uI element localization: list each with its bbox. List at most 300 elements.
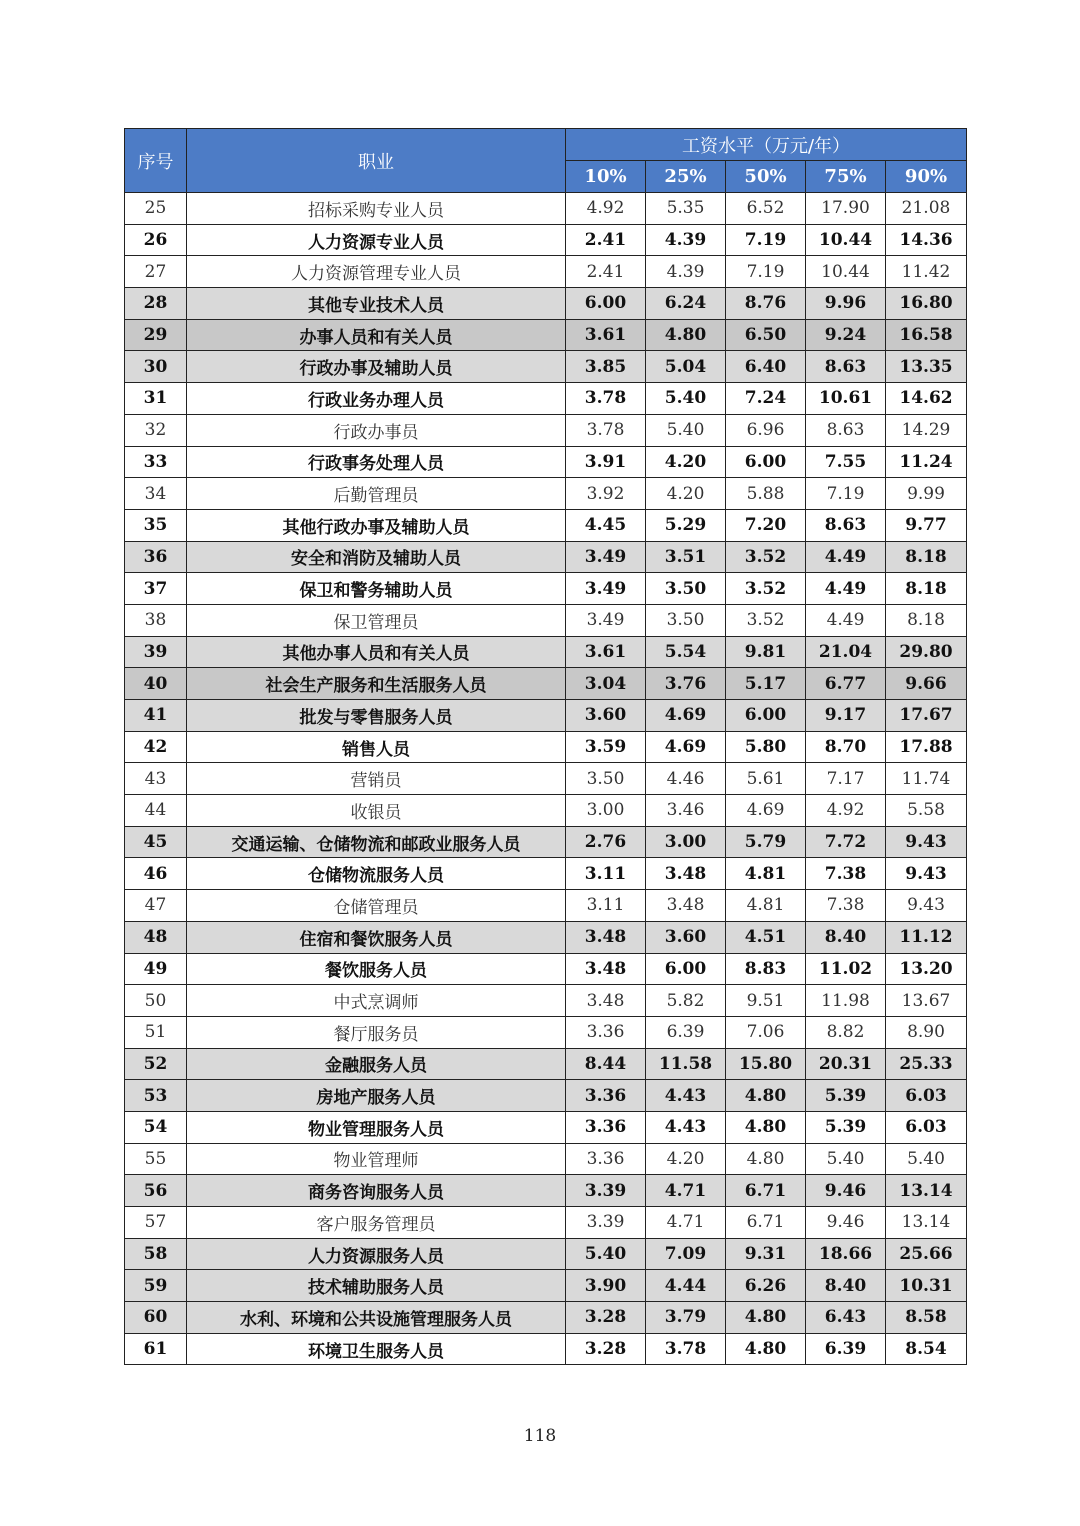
row-salary-p25: 5.40: [646, 414, 726, 446]
row-occupation: 仓储物流服务人员: [187, 858, 566, 890]
row-salary-p50: 7.24: [726, 383, 806, 415]
row-salary-p75: 11.98: [806, 985, 886, 1017]
row-seq: 27: [125, 256, 187, 288]
row-salary-p90: 13.14: [886, 1207, 967, 1239]
row-salary-p50: 6.71: [726, 1175, 806, 1207]
row-salary-p10: 3.04: [566, 668, 646, 700]
row-salary-p90: 16.80: [886, 288, 967, 320]
row-salary-p10: 3.11: [566, 858, 646, 890]
row-salary-p90: 6.03: [886, 1080, 967, 1112]
row-salary-p90: 9.43: [886, 890, 967, 922]
row-occupation: 其他行政办事及辅助人员: [187, 509, 566, 541]
row-occupation: 人力资源专业人员: [187, 224, 566, 256]
row-seq: 57: [125, 1207, 187, 1239]
row-occupation: 中式烹调师: [187, 985, 566, 1017]
row-seq: 56: [125, 1175, 187, 1207]
row-salary-p90: 11.12: [886, 921, 967, 953]
row-salary-p25: 5.35: [646, 193, 726, 225]
page-number: 118: [523, 1426, 557, 1446]
row-salary-p50: 8.83: [726, 953, 806, 985]
row-salary-p90: 11.24: [886, 446, 967, 478]
table-row: [125, 1333, 967, 1365]
row-seq: 28: [125, 288, 187, 320]
row-salary-p90: 16.58: [886, 319, 967, 351]
row-salary-p10: 3.36: [566, 1016, 646, 1048]
row-occupation: 招标采购专业人员: [187, 193, 566, 225]
row-salary-p50: 5.80: [726, 731, 806, 763]
row-seq: 34: [125, 478, 187, 510]
table-row: [125, 224, 967, 256]
row-salary-p75: 9.96: [806, 288, 886, 320]
row-salary-p90: 13.14: [886, 1175, 967, 1207]
table-row: [125, 1143, 967, 1175]
row-seq: 42: [125, 731, 187, 763]
row-salary-p10: 3.92: [566, 478, 646, 510]
header-salary-level: 工资水平（万元/年）: [566, 129, 967, 161]
header-p90: 90%: [886, 161, 967, 193]
row-occupation: 水利、环境和公共设施管理服务人员: [187, 1302, 566, 1334]
table-row: [125, 890, 967, 922]
row-salary-p25: 4.46: [646, 763, 726, 795]
table-row: [125, 1238, 967, 1270]
row-seq: 32: [125, 414, 187, 446]
row-salary-p75: 9.17: [806, 700, 886, 732]
row-salary-p25: 5.82: [646, 985, 726, 1017]
row-salary-p90: 13.20: [886, 953, 967, 985]
row-salary-p25: 3.50: [646, 573, 726, 605]
row-salary-p90: 9.66: [886, 668, 967, 700]
row-salary-p25: 5.54: [646, 636, 726, 668]
row-salary-p75: 6.39: [806, 1333, 886, 1365]
row-salary-p75: 7.38: [806, 890, 886, 922]
table-row: [125, 193, 967, 225]
table-row: [125, 795, 967, 827]
row-salary-p50: 4.81: [726, 890, 806, 922]
row-salary-p10: 3.48: [566, 921, 646, 953]
row-salary-p75: 6.43: [806, 1302, 886, 1334]
table-row: [125, 1302, 967, 1334]
row-salary-p75: 4.92: [806, 795, 886, 827]
row-salary-p75: 9.24: [806, 319, 886, 351]
row-salary-p90: 13.67: [886, 985, 967, 1017]
row-seq: 26: [125, 224, 187, 256]
row-salary-p25: 11.58: [646, 1048, 726, 1080]
row-seq: 51: [125, 1016, 187, 1048]
row-salary-p75: 7.72: [806, 826, 886, 858]
row-salary-p50: 6.52: [726, 193, 806, 225]
row-salary-p90: 6.03: [886, 1111, 967, 1143]
row-salary-p50: 4.80: [726, 1080, 806, 1112]
table-row: [125, 319, 967, 351]
row-occupation: 办事人员和有关人员: [187, 319, 566, 351]
row-salary-p75: 8.40: [806, 1270, 886, 1302]
row-seq: 48: [125, 921, 187, 953]
row-salary-p10: 3.61: [566, 319, 646, 351]
row-salary-p25: 6.39: [646, 1016, 726, 1048]
row-salary-p50: 5.61: [726, 763, 806, 795]
row-salary-p50: 6.26: [726, 1270, 806, 1302]
row-occupation: 社会生产服务和生活服务人员: [187, 668, 566, 700]
row-salary-p25: 3.78: [646, 1333, 726, 1365]
row-salary-p25: 3.60: [646, 921, 726, 953]
row-seq: 37: [125, 573, 187, 605]
row-seq: 35: [125, 509, 187, 541]
row-salary-p90: 21.08: [886, 193, 967, 225]
row-salary-p90: 9.99: [886, 478, 967, 510]
row-occupation: 客户服务管理员: [187, 1207, 566, 1239]
row-salary-p25: 4.69: [646, 731, 726, 763]
row-salary-p90: 17.67: [886, 700, 967, 732]
row-salary-p50: 4.81: [726, 858, 806, 890]
row-salary-p75: 9.46: [806, 1175, 886, 1207]
row-salary-p10: 3.78: [566, 414, 646, 446]
row-salary-p50: 6.96: [726, 414, 806, 446]
row-occupation: 交通运输、仓储物流和邮政业服务人员: [187, 826, 566, 858]
row-salary-p25: 3.79: [646, 1302, 726, 1334]
row-salary-p10: 2.41: [566, 256, 646, 288]
row-seq: 47: [125, 890, 187, 922]
row-salary-p75: 8.63: [806, 414, 886, 446]
table-row: [125, 858, 967, 890]
row-salary-p75: 5.39: [806, 1080, 886, 1112]
row-occupation: 保卫管理员: [187, 604, 566, 636]
row-occupation: 金融服务人员: [187, 1048, 566, 1080]
table-row: [125, 351, 967, 383]
row-salary-p10: 2.41: [566, 224, 646, 256]
row-salary-p50: 7.20: [726, 509, 806, 541]
row-occupation: 后勤管理员: [187, 478, 566, 510]
row-salary-p10: 3.28: [566, 1333, 646, 1365]
row-salary-p10: 3.49: [566, 541, 646, 573]
row-salary-p50: 3.52: [726, 573, 806, 605]
header-p25: 25%: [646, 161, 726, 193]
row-salary-p75: 7.38: [806, 858, 886, 890]
row-salary-p75: 6.77: [806, 668, 886, 700]
row-salary-p75: 5.39: [806, 1111, 886, 1143]
row-seq: 25: [125, 193, 187, 225]
row-salary-p90: 14.29: [886, 414, 967, 446]
row-salary-p10: 5.40: [566, 1238, 646, 1270]
row-salary-p50: 4.80: [726, 1302, 806, 1334]
row-seq: 60: [125, 1302, 187, 1334]
row-seq: 33: [125, 446, 187, 478]
row-occupation: 餐厅服务员: [187, 1016, 566, 1048]
row-salary-p10: 3.39: [566, 1175, 646, 1207]
row-salary-p75: 8.63: [806, 351, 886, 383]
row-occupation: 行政办事及辅助人员: [187, 351, 566, 383]
row-salary-p50: 15.80: [726, 1048, 806, 1080]
row-salary-p90: 10.31: [886, 1270, 967, 1302]
row-salary-p25: 4.71: [646, 1207, 726, 1239]
row-salary-p90: 14.36: [886, 224, 967, 256]
row-salary-p25: 3.76: [646, 668, 726, 700]
row-salary-p50: 5.79: [726, 826, 806, 858]
row-salary-p10: 3.59: [566, 731, 646, 763]
row-seq: 61: [125, 1333, 187, 1365]
row-salary-p75: 5.40: [806, 1143, 886, 1175]
row-occupation: 房地产服务人员: [187, 1080, 566, 1112]
row-seq: 41: [125, 700, 187, 732]
header-occupation: 职业: [187, 129, 566, 193]
row-salary-p90: 8.54: [886, 1333, 967, 1365]
row-salary-p90: 25.33: [886, 1048, 967, 1080]
row-salary-p50: 8.76: [726, 288, 806, 320]
table-row: [125, 763, 967, 795]
row-salary-p90: 29.80: [886, 636, 967, 668]
row-salary-p90: 8.18: [886, 573, 967, 605]
row-occupation: 人力资源服务人员: [187, 1238, 566, 1270]
row-salary-p25: 3.51: [646, 541, 726, 573]
row-salary-p50: 9.51: [726, 985, 806, 1017]
row-occupation: 销售人员: [187, 731, 566, 763]
row-occupation: 行政业务办理人员: [187, 383, 566, 415]
table-row: [125, 604, 967, 636]
row-occupation: 保卫和警务辅助人员: [187, 573, 566, 605]
row-salary-p90: 13.35: [886, 351, 967, 383]
row-seq: 54: [125, 1111, 187, 1143]
row-salary-p10: 3.60: [566, 700, 646, 732]
row-salary-p50: 4.69: [726, 795, 806, 827]
table-row: [125, 636, 967, 668]
row-salary-p25: 4.20: [646, 446, 726, 478]
row-salary-p50: 4.80: [726, 1143, 806, 1175]
row-salary-p10: 8.44: [566, 1048, 646, 1080]
row-salary-p50: 3.52: [726, 604, 806, 636]
row-salary-p25: 3.48: [646, 858, 726, 890]
row-salary-p50: 3.52: [726, 541, 806, 573]
row-salary-p10: 4.45: [566, 509, 646, 541]
row-seq: 43: [125, 763, 187, 795]
row-seq: 53: [125, 1080, 187, 1112]
row-salary-p10: 3.28: [566, 1302, 646, 1334]
table-row: [125, 953, 967, 985]
row-salary-p10: 4.92: [566, 193, 646, 225]
row-occupation: 仓储管理员: [187, 890, 566, 922]
row-salary-p25: 4.39: [646, 224, 726, 256]
table-row: [125, 541, 967, 573]
table-row: [125, 256, 967, 288]
row-seq: 31: [125, 383, 187, 415]
row-salary-p75: 21.04: [806, 636, 886, 668]
row-salary-p25: 4.44: [646, 1270, 726, 1302]
row-salary-p75: 7.17: [806, 763, 886, 795]
row-salary-p90: 8.90: [886, 1016, 967, 1048]
row-occupation: 人力资源管理专业人员: [187, 256, 566, 288]
row-salary-p50: 6.50: [726, 319, 806, 351]
row-salary-p25: 4.39: [646, 256, 726, 288]
row-salary-p50: 7.19: [726, 224, 806, 256]
row-salary-p10: 3.85: [566, 351, 646, 383]
row-salary-p10: 3.49: [566, 573, 646, 605]
header-p10: 10%: [566, 161, 646, 193]
row-salary-p75: 8.63: [806, 509, 886, 541]
table-row: [125, 383, 967, 415]
row-salary-p50: 6.00: [726, 700, 806, 732]
row-salary-p75: 18.66: [806, 1238, 886, 1270]
row-salary-p50: 5.88: [726, 478, 806, 510]
table-body: [125, 193, 967, 1365]
row-seq: 45: [125, 826, 187, 858]
row-occupation: 其他专业技术人员: [187, 288, 566, 320]
row-occupation: 营销员: [187, 763, 566, 795]
row-salary-p10: 3.49: [566, 604, 646, 636]
row-salary-p75: 8.82: [806, 1016, 886, 1048]
row-salary-p25: 3.50: [646, 604, 726, 636]
salary-table: [124, 128, 967, 1365]
row-salary-p25: 3.48: [646, 890, 726, 922]
row-seq: 30: [125, 351, 187, 383]
row-salary-p50: 4.80: [726, 1111, 806, 1143]
row-salary-p25: 5.29: [646, 509, 726, 541]
row-seq: 58: [125, 1238, 187, 1270]
row-seq: 38: [125, 604, 187, 636]
row-salary-p10: 3.00: [566, 795, 646, 827]
row-salary-p90: 5.58: [886, 795, 967, 827]
row-salary-p50: 6.71: [726, 1207, 806, 1239]
row-occupation: 收银员: [187, 795, 566, 827]
row-salary-p10: 3.39: [566, 1207, 646, 1239]
row-salary-p25: 5.04: [646, 351, 726, 383]
row-occupation: 餐饮服务人员: [187, 953, 566, 985]
table-row: [125, 1175, 967, 1207]
row-salary-p25: 3.00: [646, 826, 726, 858]
table-row: [125, 446, 967, 478]
row-salary-p90: 17.88: [886, 731, 967, 763]
row-salary-p50: 9.81: [726, 636, 806, 668]
row-occupation: 批发与零售服务人员: [187, 700, 566, 732]
row-salary-p25: 7.09: [646, 1238, 726, 1270]
row-salary-p25: 4.69: [646, 700, 726, 732]
table-row: [125, 921, 967, 953]
row-salary-p50: 7.06: [726, 1016, 806, 1048]
row-salary-p90: 11.42: [886, 256, 967, 288]
row-salary-p75: 20.31: [806, 1048, 886, 1080]
row-seq: 55: [125, 1143, 187, 1175]
row-salary-p10: 3.36: [566, 1111, 646, 1143]
row-salary-p25: 4.43: [646, 1080, 726, 1112]
row-salary-p75: 7.19: [806, 478, 886, 510]
table-row: [125, 1207, 967, 1239]
row-seq: 44: [125, 795, 187, 827]
row-occupation: 商务咨询服务人员: [187, 1175, 566, 1207]
row-occupation: 行政办事员: [187, 414, 566, 446]
row-salary-p10: 3.36: [566, 1143, 646, 1175]
row-seq: 29: [125, 319, 187, 351]
row-salary-p90: 8.18: [886, 604, 967, 636]
row-salary-p75: 8.70: [806, 731, 886, 763]
row-salary-p90: 8.18: [886, 541, 967, 573]
row-salary-p50: 6.40: [726, 351, 806, 383]
row-salary-p90: 9.77: [886, 509, 967, 541]
row-seq: 52: [125, 1048, 187, 1080]
row-salary-p90: 14.62: [886, 383, 967, 415]
table-row: [125, 668, 967, 700]
row-salary-p10: 3.78: [566, 383, 646, 415]
row-occupation: 住宿和餐饮服务人员: [187, 921, 566, 953]
row-salary-p50: 7.19: [726, 256, 806, 288]
row-salary-p75: 4.49: [806, 573, 886, 605]
row-salary-p50: 5.17: [726, 668, 806, 700]
row-salary-p25: 5.40: [646, 383, 726, 415]
row-salary-p10: 3.36: [566, 1080, 646, 1112]
table-row: [125, 826, 967, 858]
table-row: [125, 478, 967, 510]
row-salary-p10: 3.48: [566, 985, 646, 1017]
row-salary-p50: 9.31: [726, 1238, 806, 1270]
row-salary-p25: 4.43: [646, 1111, 726, 1143]
table-row: [125, 1270, 967, 1302]
table-row: [125, 985, 967, 1017]
row-salary-p90: 5.40: [886, 1143, 967, 1175]
table-row: [125, 700, 967, 732]
row-salary-p75: 10.44: [806, 256, 886, 288]
row-salary-p10: 3.61: [566, 636, 646, 668]
header-seq: 序号: [125, 129, 187, 193]
row-salary-p90: 9.43: [886, 826, 967, 858]
row-occupation: 安全和消防及辅助人员: [187, 541, 566, 573]
row-salary-p10: 3.11: [566, 890, 646, 922]
table-row: [125, 1080, 967, 1112]
row-salary-p25: 6.00: [646, 953, 726, 985]
row-salary-p50: 6.00: [726, 446, 806, 478]
row-salary-p75: 17.90: [806, 193, 886, 225]
row-seq: 50: [125, 985, 187, 1017]
row-salary-p25: 4.20: [646, 478, 726, 510]
row-salary-p75: 11.02: [806, 953, 886, 985]
row-seq: 46: [125, 858, 187, 890]
row-salary-p10: 3.91: [566, 446, 646, 478]
row-salary-p10: 3.90: [566, 1270, 646, 1302]
row-seq: 40: [125, 668, 187, 700]
row-salary-p75: 4.49: [806, 604, 886, 636]
row-salary-p25: 4.80: [646, 319, 726, 351]
table-row: [125, 1048, 967, 1080]
row-salary-p90: 9.43: [886, 858, 967, 890]
row-occupation: 其他办事人员和有关人员: [187, 636, 566, 668]
row-salary-p75: 7.55: [806, 446, 886, 478]
table-row: [125, 731, 967, 763]
row-salary-p50: 4.80: [726, 1333, 806, 1365]
row-salary-p10: 6.00: [566, 288, 646, 320]
row-salary-p75: 10.44: [806, 224, 886, 256]
header-p75: 75%: [806, 161, 886, 193]
row-salary-p75: 4.49: [806, 541, 886, 573]
row-seq: 36: [125, 541, 187, 573]
row-salary-p75: 9.46: [806, 1207, 886, 1239]
row-occupation: 环境卫生服务人员: [187, 1333, 566, 1365]
row-salary-p75: 10.61: [806, 383, 886, 415]
row-salary-p10: 3.48: [566, 953, 646, 985]
row-occupation: 技术辅助服务人员: [187, 1270, 566, 1302]
row-seq: 49: [125, 953, 187, 985]
table-row: [125, 414, 967, 446]
row-salary-p50: 4.51: [726, 921, 806, 953]
row-salary-p25: 4.71: [646, 1175, 726, 1207]
row-seq: 59: [125, 1270, 187, 1302]
row-salary-p25: 6.24: [646, 288, 726, 320]
table-row: [125, 288, 967, 320]
table-row: [125, 1016, 967, 1048]
row-occupation: 物业管理服务人员: [187, 1111, 566, 1143]
row-salary-p25: 3.46: [646, 795, 726, 827]
row-seq: 39: [125, 636, 187, 668]
table-row: [125, 1111, 967, 1143]
row-occupation: 行政事务处理人员: [187, 446, 566, 478]
row-salary-p10: 3.50: [566, 763, 646, 795]
row-salary-p25: 4.20: [646, 1143, 726, 1175]
table-row: [125, 509, 967, 541]
row-salary-p90: 8.58: [886, 1302, 967, 1334]
